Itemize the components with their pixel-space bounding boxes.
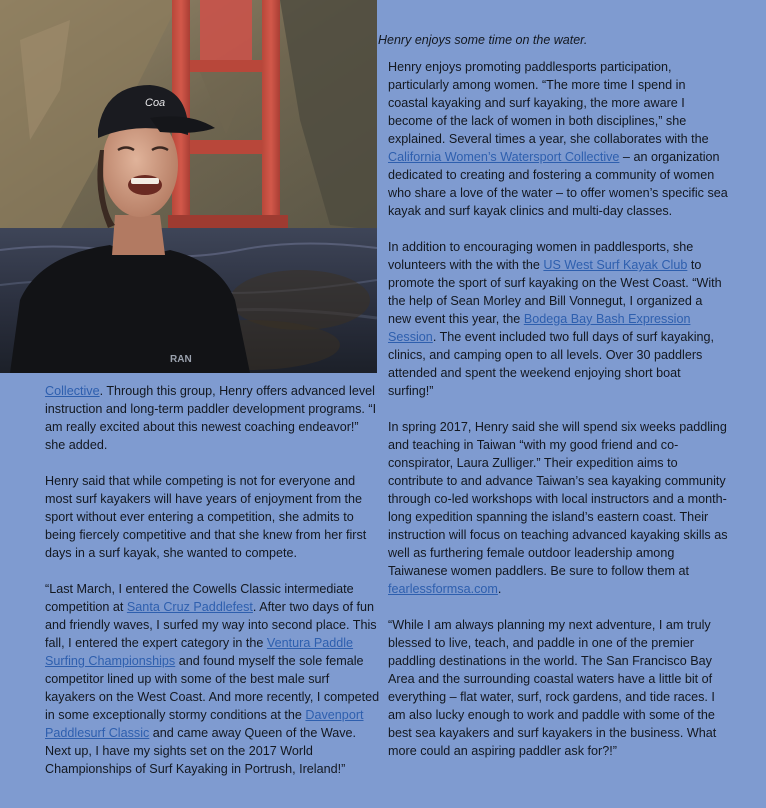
- left-column: [45, 382, 381, 796]
- link-us-west-surf-kayak-club[interactable]: US West Surf Kayak Club: [543, 258, 688, 272]
- link-collective[interactable]: Collective: [45, 384, 100, 398]
- paragraph-closing-quote: “While I am always planning my next adventure, I am truly blessed to live, teach, and paddle in one of the premier paddling destinations in the world. The San Francisco Bay Area and the surrounding coastal waters have a little bit of everything – flat water, surf, rock gardens, and tide races. I am also lucky enough to work and paddle with some of the best sea kayakers and surf kayakers in the business. What more could an aspiring paddler ask for?!”: [388, 618, 717, 758]
- article-photo: [0, 0, 377, 373]
- right-column: [388, 58, 728, 778]
- link-bodega-bay-bash[interactable]: Bodega Bay Bash Expression Session: [388, 312, 691, 344]
- link-davenport-paddlesurf-classic[interactable]: Davenport Paddlesurf Classic: [45, 708, 364, 740]
- link-california-womens-watersport-collective[interactable]: California Women’s Watersport Collective: [388, 150, 620, 164]
- link-fearlessformsa[interactable]: fearlessformsa.com: [388, 582, 498, 596]
- paragraph-taiwan-expedition: In spring 2017, Henry said she will spend six weeks paddling and teaching in Taiwan “with my good friend and co-conspirator, Laura Zulliger.” Their expedition aims to contribute to and advance Taiwan’s sea kayaking community through co-led workshops with local instructors and a month-long expedition spanning the island’s eastern coast. Their instruction will focus on teaching advanced kayaking skills as well as furthering female outdoor leadership among Taiwanese women paddlers. Be sure to follow them at fearlessformsa.com.: [388, 420, 728, 596]
- link-santa-cruz-paddlefest[interactable]: Santa Cruz Paddlefest: [126, 600, 253, 614]
- paragraph-competitions: “Last March, I entered the Cowells Classic intermediate competition at Santa Cruz Paddlefest. After two days of fun and friendly waves, I surfed my way into second place. This fall, I entered the expert category in the Ventura Paddle Surfing Championships and found myself the sole female competitor lined up with some of the best male surf kayakers on the West Coast. And more recently, I competed in some exceptionally stormy conditions at the Davenport Paddlesurf Classic and came away Queen of the Wave. Next up, I have my sights set on the 2017 World Championships of Surf Kayaking in Portrush, Ireland!”: [45, 582, 380, 776]
- link-ventura-paddle-surfing-championships[interactable]: Ventura Paddle Surfing Championships: [45, 636, 354, 668]
- paragraph-competing: Henry said that while competing is not for everyone and most surf kayakers will have years of enjoyment from the sport without ever entering a competition, she admits to being fiercely competitive and that she knew from her first days in a surf kayak, she wanted to compete.: [45, 474, 367, 560]
- photo-illustration: [0, 0, 377, 373]
- cap-logo-text: Coa: [145, 97, 166, 109]
- wetsuit-logo-text: RAN: [170, 354, 192, 365]
- photo-caption: Henry enjoys some time on the water.: [378, 33, 588, 47]
- paragraph-volunteering: In addition to encouraging women in paddlesports, she volunteers with the with the US West Surf Kayak Club to promote the sport of surf kayaking on the West Coast. “With the help of Sean Morley and Bill Vonnegut, I organized a new event this year, the Bodega Bay Bash Expression Session. The event included two full days of surf kayaking, clinics, and camping open to all levels. Over 30 paddlers attended and spent the weekend enjoying short boat surfing!”: [388, 240, 722, 398]
- paragraph-promoting-women: Henry enjoys promoting paddlesports participation, particularly among women. “The more time I spend in coastal kayaking and surf kayaking, the more aware I become of the lack of women in both disciplines,” she explained. Several times a year, she collaborates with the California Women’s Watersport Collective – an organization dedicated to creating and fostering a community of women who share a love of the water – to offer women’s specific sea kayak and surf kayak clinics and multi-day classes.: [388, 60, 728, 218]
- paragraph-collective-continued: Collective. Through this group, Henry offers advanced level instruction and long-term paddler development programs. “I am really excited about this newest coaching endeavor!” she added.: [45, 384, 377, 452]
